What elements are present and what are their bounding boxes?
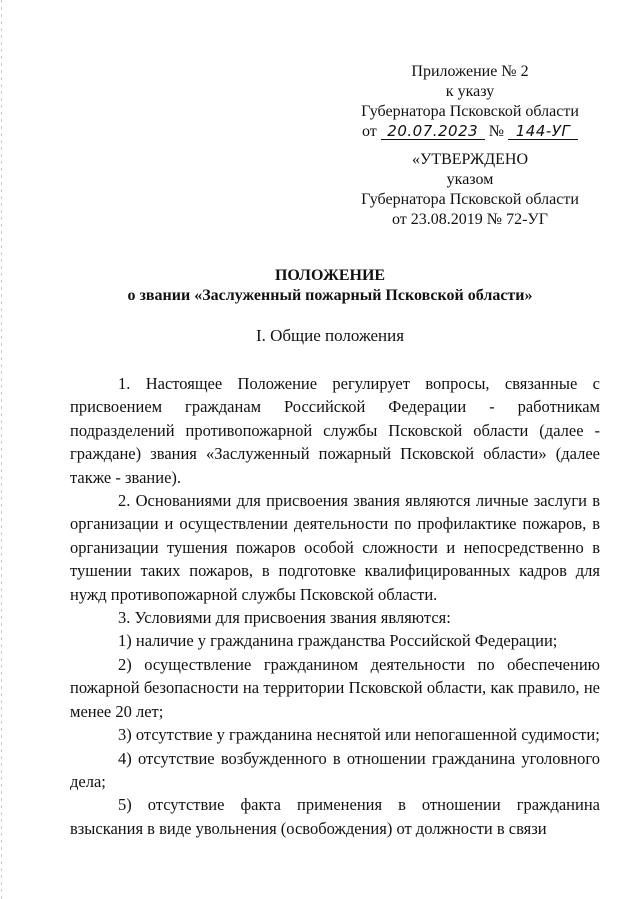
approved-date: от 23.08.2019 № 72-УГ: [392, 211, 548, 228]
handwritten-number: 144-УГ: [508, 123, 578, 140]
handwritten-date: 20.07.2023: [381, 123, 485, 140]
approved-governor: Губернатора Псковской области: [361, 191, 579, 208]
appendix-governor: Губернатора Псковской области: [361, 103, 579, 120]
approved-block: [340, 150, 600, 230]
condition-2: 2) осуществление гражданином деятельности по обеспечению пожарной безопасности на территории Псковской области, как правило, не менее 20 лет;: [70, 654, 600, 721]
appendix-to-decree: к указу: [445, 83, 495, 100]
title-subject: о звании «Заслуженный пожарный Псковской области»: [127, 287, 533, 304]
document-title: [60, 266, 600, 306]
appendix-date-line: [340, 122, 600, 142]
section-heading: I. Общие положения: [255, 326, 405, 345]
condition-3: 3) отсутствие у гражданина неснятой или непогашенной судимости;: [118, 725, 600, 745]
scan-edge: [1, 0, 2, 899]
date-prefix: от: [361, 123, 377, 140]
condition-4: 4) отсутствие возбужденного в отношении гражданина уголовного дела;: [70, 748, 600, 791]
document-body: [70, 372, 600, 840]
title-main: ПОЛОЖЕНИЕ: [274, 267, 386, 284]
condition-1: 1) наличие у гражданина гражданства Российской Федерации;: [118, 631, 558, 651]
approved-by-decree: указом: [446, 171, 494, 188]
number-prefix: №: [488, 123, 505, 140]
paragraph-1: 1. Настоящее Положение регулирует вопросы, связанные с присвоением гражданам Российской Федерации - работникам подразделений противопожарной службы Псковской области (далее - граждане) звания «Заслуженный пожарный Псковской области» (далее также - звание).: [70, 374, 600, 487]
paragraph-3: 3. Условиями для присвоения звания являются:: [118, 608, 451, 628]
approved-label: «УТВЕРЖДЕНО: [411, 151, 528, 168]
appendix-number: Приложение № 2: [411, 63, 529, 80]
appendix-block: [340, 62, 600, 142]
condition-5: 5) отсутствие факта применения в отношении гражданина взыскания в виде увольнения (освобождения) от должности в связи: [70, 795, 600, 838]
paragraph-2: 2. Основаниями для присвоения звания являются личные заслуги в организации и осуществлении деятельности по профилактике пожаров, в организации тушения пожаров особой сложности и непосредственно в тушении таких пожаров, в подготовке квалифицированных кадров для нужд противопожарной службы Псковской области.: [70, 491, 600, 604]
